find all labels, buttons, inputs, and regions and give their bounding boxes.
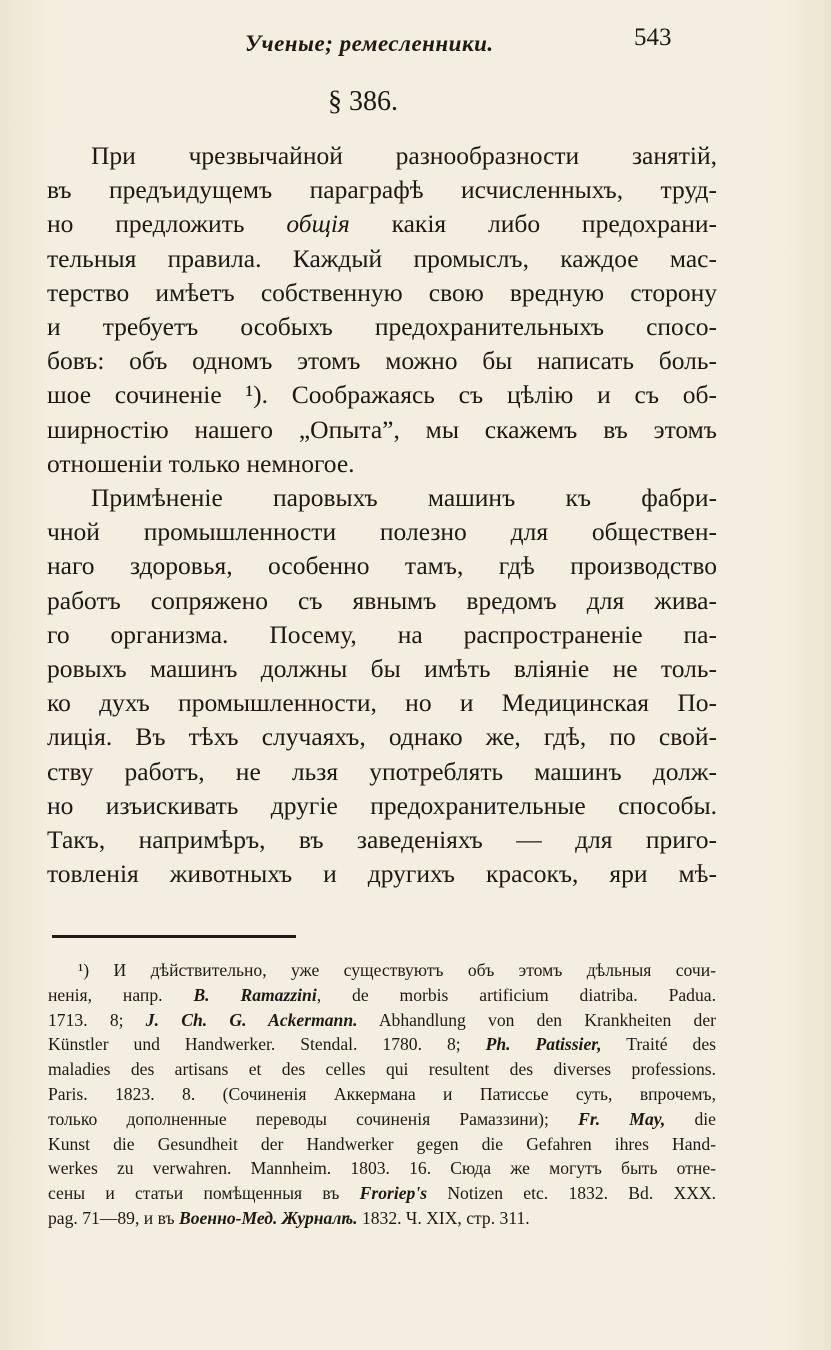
footnote-line: Paris. 1823. 8. (Сочиненія Аккермана и Патиссье суть, впрочемъ, [48, 1083, 716, 1104]
footnote-line: ¹) И дѣйствительно, уже существуютъ объ этомъ дѣльныя сочи- [78, 960, 716, 980]
journal-name: Froriep's [359, 1183, 428, 1204]
text-line: Примѣненіе паровыхъ машинъ къ фабри- [91, 483, 717, 512]
text-line: тельныя правила. Каждый промыслъ, каждое мас- [47, 243, 717, 273]
paragraph-2 [47, 481, 717, 891]
text-span: 1832. Ч. XIX, стр. 311. [361, 1207, 530, 1228]
text-line: товленія животныхъ и другихъ красокъ, яри мѣ- [47, 859, 717, 889]
text-line: и требуетъ особыхъ предохранительныхъ спосо- [47, 311, 717, 341]
text-line: ширностію нашего „Опыта”, мы скажемъ въ этомъ [47, 414, 717, 444]
text-span: die [694, 1108, 716, 1129]
emphasis-text: общія [286, 209, 350, 239]
text-span: только дополненные переводы сочиненія Рамаззини); [48, 1108, 549, 1129]
text-line: въ предъидущемъ параграфѣ исчисленныхъ, труд- [47, 175, 717, 205]
text-line: работъ сопряжено съ явнымъ вредомъ для жива- [47, 585, 717, 615]
text-span: сены и статьи помѣщенныя въ [48, 1183, 340, 1204]
text-span: но предложить [47, 209, 245, 239]
text-line: лиція. Въ тѣхъ случаяхъ, однако же, гдѣ, по свой- [47, 722, 717, 752]
footnote-line [48, 1008, 716, 1033]
text-line: ко духъ промышленности, но и Медицинская По- [47, 688, 717, 718]
text-span: Traité des [626, 1034, 716, 1055]
text-line: терство имѣетъ собственную свою вредную сторону [47, 277, 717, 307]
section-heading: § 386. [328, 86, 398, 117]
text-line: При чрезвычайной разнообразности занятій, [91, 141, 717, 170]
text-span: 1713. 8; [48, 1009, 124, 1030]
text-line: ровыхъ машинъ должны бы имѣть вліяніе не толь- [47, 653, 717, 683]
footnote-line: werkes zu verwahren. Mannheim. 1803. 16. Сюда же могутъ быть отне- [48, 1158, 716, 1179]
journal-name: Военно-Мед. Журналѣ. [178, 1207, 358, 1228]
footnote-line [48, 1181, 716, 1206]
text-line [47, 207, 717, 241]
paragraph-1 [47, 139, 717, 481]
author-name: Ph. Patissier, [485, 1034, 602, 1055]
footnote-separator [52, 935, 296, 938]
text-span: ненія, напр. [48, 984, 163, 1005]
footnote [48, 958, 716, 1231]
text-span: Notizen etc. 1832. Bd. XXX. [447, 1183, 716, 1204]
text-line: шое сочиненіе ¹). Соображаясь съ цѣлію и съ об- [47, 380, 717, 410]
footnote-line: Kunst die Gesundheit der Handwerker gegen die Gefahren ihres Hand- [48, 1133, 716, 1154]
author-name: Fr. May, [578, 1108, 666, 1129]
footnote-line: maladies des artisans et des celles qui resultent des diverses professions. [48, 1059, 716, 1080]
text-line: Такъ, напримѣръ, въ заведеніяхъ — для приго- [47, 824, 717, 854]
text-line: наго здоровья, особенно тамъ, гдѣ производство [47, 551, 717, 581]
footnote-line [48, 1107, 716, 1132]
author-name: B. Ramazzini [193, 984, 317, 1005]
footnote-line [48, 1032, 716, 1057]
text-line: го организма. Посему, на распространеніе па- [47, 619, 717, 649]
running-head: Ученые; ремесленники. [245, 31, 494, 56]
text-span: pag. 71—89, и въ [48, 1207, 175, 1228]
text-line: бовъ: объ одномъ этомъ можно бы написать боль- [47, 346, 717, 376]
text-line: но изъискивать другіе предохранительные способы. [47, 790, 717, 820]
text-span: Künstler und Handwerker. Stendal. 1780. 8; [48, 1034, 461, 1055]
text-span: , de morbis artificium diatriba. Padua. [316, 984, 716, 1005]
text-line: отношеніи только немногое. [47, 448, 355, 478]
text-line: ству работъ, не льзя употреблять машинъ долж- [47, 756, 717, 786]
footnote-line [48, 983, 716, 1008]
text-line: чной промышленности полезно для обществен- [47, 517, 717, 547]
page-number: 543 [634, 24, 672, 51]
text-span: какія либо предохрани- [391, 209, 717, 239]
author-name: J. Ch. G. Ackermann. [145, 1009, 358, 1030]
footnote-line [48, 1206, 716, 1231]
text-span: Abhandlung von den Krankheiten der [378, 1009, 716, 1030]
